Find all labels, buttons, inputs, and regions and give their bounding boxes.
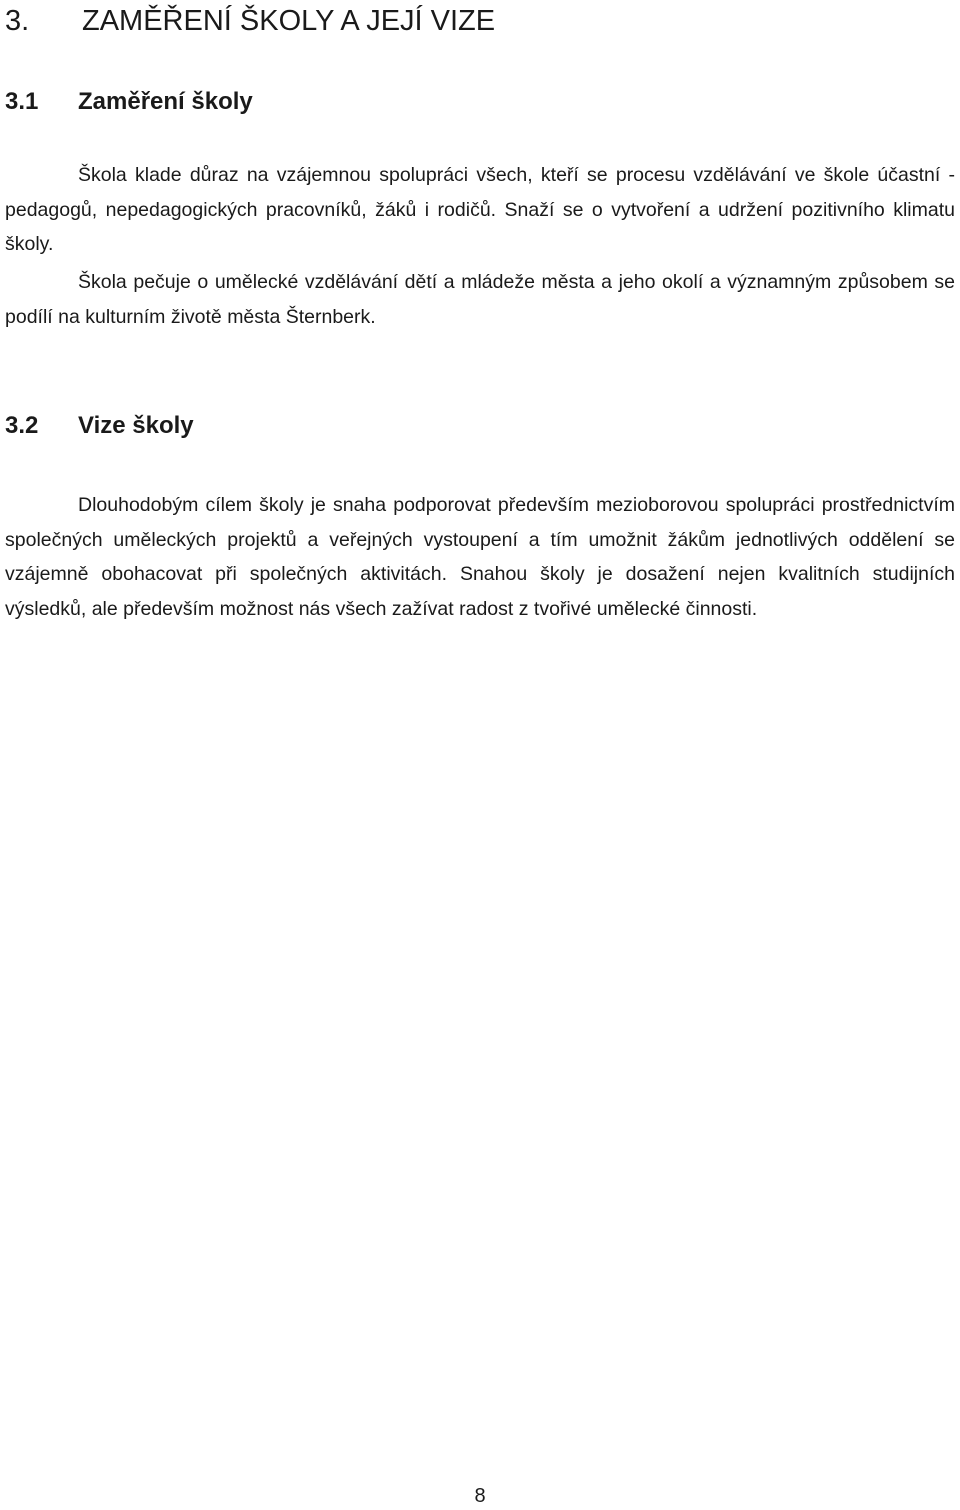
- section-number: 3.: [5, 5, 30, 37]
- paragraph-spoluprace: [5, 158, 955, 262]
- section-heading: [5, 2, 495, 40]
- subsection-number: 3.2: [5, 412, 39, 439]
- subsection-title: Zaměření školy: [78, 88, 253, 115]
- paragraph-text: Škola pečuje o umělecké vzdělávání dětí a mládeže města a jeho okolí a významným způsobem se podílí na kulturním životě města Šternberk.: [5, 271, 955, 328]
- paragraph-text: Dlouhodobým cílem školy je snaha podporovat především mezioborovou spolupráci prostřednictvím společných uměleckých projektů a veřejných vystoupení a tím umožnit žákům jednotlivých oddělení se vzájemně obohacovat při společných aktivitách. Snahou školy je dosažení nejen kvalitních studijních výsledků, ale především možnost nás všech zažívat radost z tvořivé umělecké činnosti.: [5, 494, 955, 620]
- subsection-heading-vize: [5, 410, 194, 442]
- page-number: 8: [474, 1485, 486, 1507]
- paragraph-umelecke-vzdelavani: [5, 265, 955, 334]
- paragraph-vize: [5, 488, 955, 626]
- subsection-heading-zamereni: [5, 86, 253, 118]
- subsection-number: 3.1: [5, 88, 39, 115]
- paragraph-text: Škola klade důraz na vzájemnou spolupráci všech, kteří se procesu vzdělávání ve škole účastní - pedagogů, nepedagogických pracovníků, žáků i rodičů. Snaží se o vytvoření a udržení pozitivního klimatu školy.: [5, 164, 955, 255]
- section-title: ZAMĚŘENÍ ŠKOLY A JEJÍ VIZE: [82, 5, 496, 37]
- subsection-title: Vize školy: [78, 412, 194, 439]
